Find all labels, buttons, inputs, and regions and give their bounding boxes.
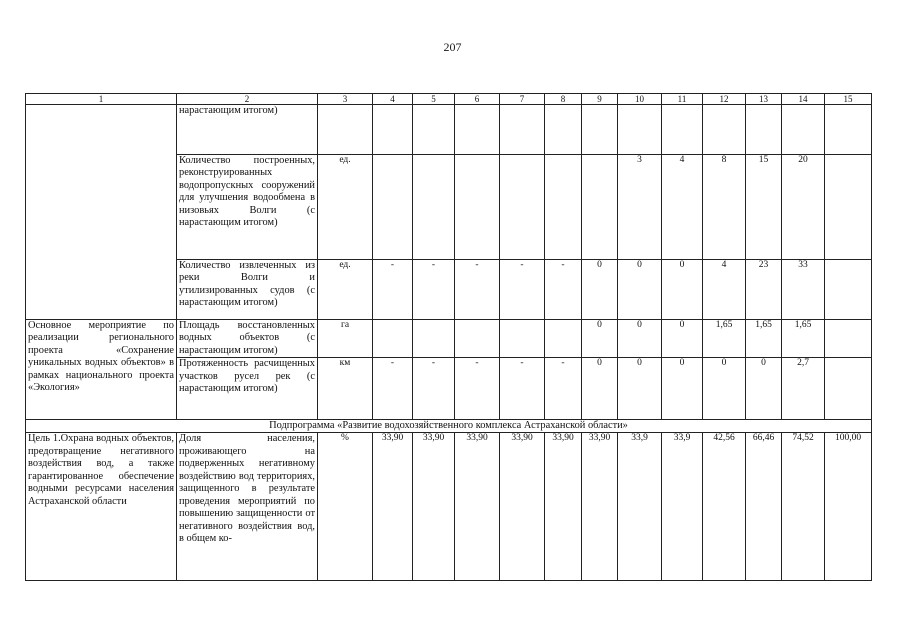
value-cell [782,105,825,155]
value-cell: 33,9 [662,433,703,581]
page-number: 207 [443,40,462,54]
value-cell: 33,90 [373,433,413,581]
value-cell: 0 [662,260,703,320]
value-cell [825,320,872,358]
value-cell: 0 [746,358,782,420]
value-cell: 33,90 [500,433,545,581]
value-cell: 33,90 [582,433,618,581]
value-cell [455,320,500,358]
value-cell [825,260,872,320]
column-number: 10 [618,94,662,105]
value-cell: 0 [618,260,662,320]
value-cell: - [545,260,582,320]
unit-cell: км [318,358,373,420]
goal-cell: Цель 1.Охрана водных объектов, предотвращение негативного воздействия вод, а также гарантированное обеспечение водными ресурсами населения Астраханской области [26,433,177,581]
value-cell [413,155,455,260]
value-cell [582,155,618,260]
value-cell: 33,90 [413,433,455,581]
subprogram-title: Подпрограмма «Развитие водохозяйственного комплекса Астраханской области» [26,420,872,433]
value-cell [455,155,500,260]
unit-cell: ед. [318,155,373,260]
value-cell: 74,52 [782,433,825,581]
value-cell: 0 [662,358,703,420]
value-cell [545,320,582,358]
value-cell: - [500,358,545,420]
value-cell: - [455,358,500,420]
value-cell: 0 [582,358,618,420]
value-cell: 23 [746,260,782,320]
value-cell: - [413,260,455,320]
value-cell [825,155,872,260]
value-cell: - [373,358,413,420]
value-cell: 0 [662,320,703,358]
value-cell: 4 [703,260,746,320]
value-cell: - [413,358,455,420]
value-cell [373,105,413,155]
column-number: 1 [26,94,177,105]
value-cell: 0 [703,358,746,420]
main-activity-cell: Основное мероприятие по реализации регионального проекта «Сохранение уникальных водных объектов» в рамках национального проекта «Экология» [26,320,177,420]
value-cell: 0 [582,260,618,320]
column-number: 6 [455,94,500,105]
value-cell [825,358,872,420]
value-cell: 3 [618,155,662,260]
value-cell [500,320,545,358]
value-cell: - [545,358,582,420]
column-number: 3 [318,94,373,105]
value-cell [545,105,582,155]
value-cell: - [373,260,413,320]
value-cell: 33 [782,260,825,320]
value-cell [545,155,582,260]
indicator-cell: Площадь восстановленных водных объектов (с нарастающим итогом) [177,320,318,358]
table-row [26,433,872,581]
value-cell: 0 [582,320,618,358]
value-cell [662,105,703,155]
value-cell: 33,90 [545,433,582,581]
unit-cell: % [318,433,373,581]
value-cell: - [455,260,500,320]
subprogram-row [26,420,872,433]
value-cell: 1,65 [782,320,825,358]
table-row [26,105,872,155]
value-cell: 2,7 [782,358,825,420]
value-cell [582,105,618,155]
indicator-cell: нарастающим итогом) [177,105,318,155]
value-cell: 0 [618,320,662,358]
column-number: 14 [782,94,825,105]
value-cell [746,105,782,155]
value-cell [455,105,500,155]
value-cell [373,155,413,260]
value-cell: 4 [662,155,703,260]
value-cell: 42,56 [703,433,746,581]
value-cell: 100,00 [825,433,872,581]
column-number: 15 [825,94,872,105]
value-cell: 66,46 [746,433,782,581]
column-number: 13 [746,94,782,105]
indicator-cell: Доля населения, проживающего на подверженных негативному воздействию вод территориях, защищенного в результате проведения мероприятий по повышению защищенности от негативного воздействия вод, в общем ко- [177,433,318,581]
value-cell: 33,9 [618,433,662,581]
value-cell [413,105,455,155]
unit-cell [318,105,373,155]
column-number: 7 [500,94,545,105]
value-cell: 20 [782,155,825,260]
value-cell: 1,65 [746,320,782,358]
indicator-cell: Протяженность расчищенных участков русел рек (с нарастающим итогом) [177,358,318,420]
value-cell: - [500,260,545,320]
column-number-row [26,94,872,105]
indicators-table [25,93,872,581]
value-cell [413,320,455,358]
indicator-cell: Количество построенных, реконструированных водопропускных сооружений для улучшения водообмена в низовьях Волги (с нарастающим итогом) [177,155,318,260]
column-number: 8 [545,94,582,105]
value-cell: 8 [703,155,746,260]
value-cell [618,105,662,155]
indicator-cell: Количество извлеченных из реки Волги и утилизированных судов (с нарастающим итогом) [177,260,318,320]
column-number: 4 [373,94,413,105]
value-cell: 0 [618,358,662,420]
value-cell: 1,65 [703,320,746,358]
column-number: 9 [582,94,618,105]
unit-cell: ед. [318,260,373,320]
table-row [26,320,872,358]
value-cell: 15 [746,155,782,260]
unit-cell: га [318,320,373,358]
value-cell [500,155,545,260]
column-number: 12 [703,94,746,105]
value-cell [500,105,545,155]
column-number: 5 [413,94,455,105]
value-cell [373,320,413,358]
value-cell: 33,90 [455,433,500,581]
column-number: 11 [662,94,703,105]
column-number: 2 [177,94,318,105]
value-cell [825,105,872,155]
value-cell [703,105,746,155]
goal-cell-empty [26,105,177,320]
